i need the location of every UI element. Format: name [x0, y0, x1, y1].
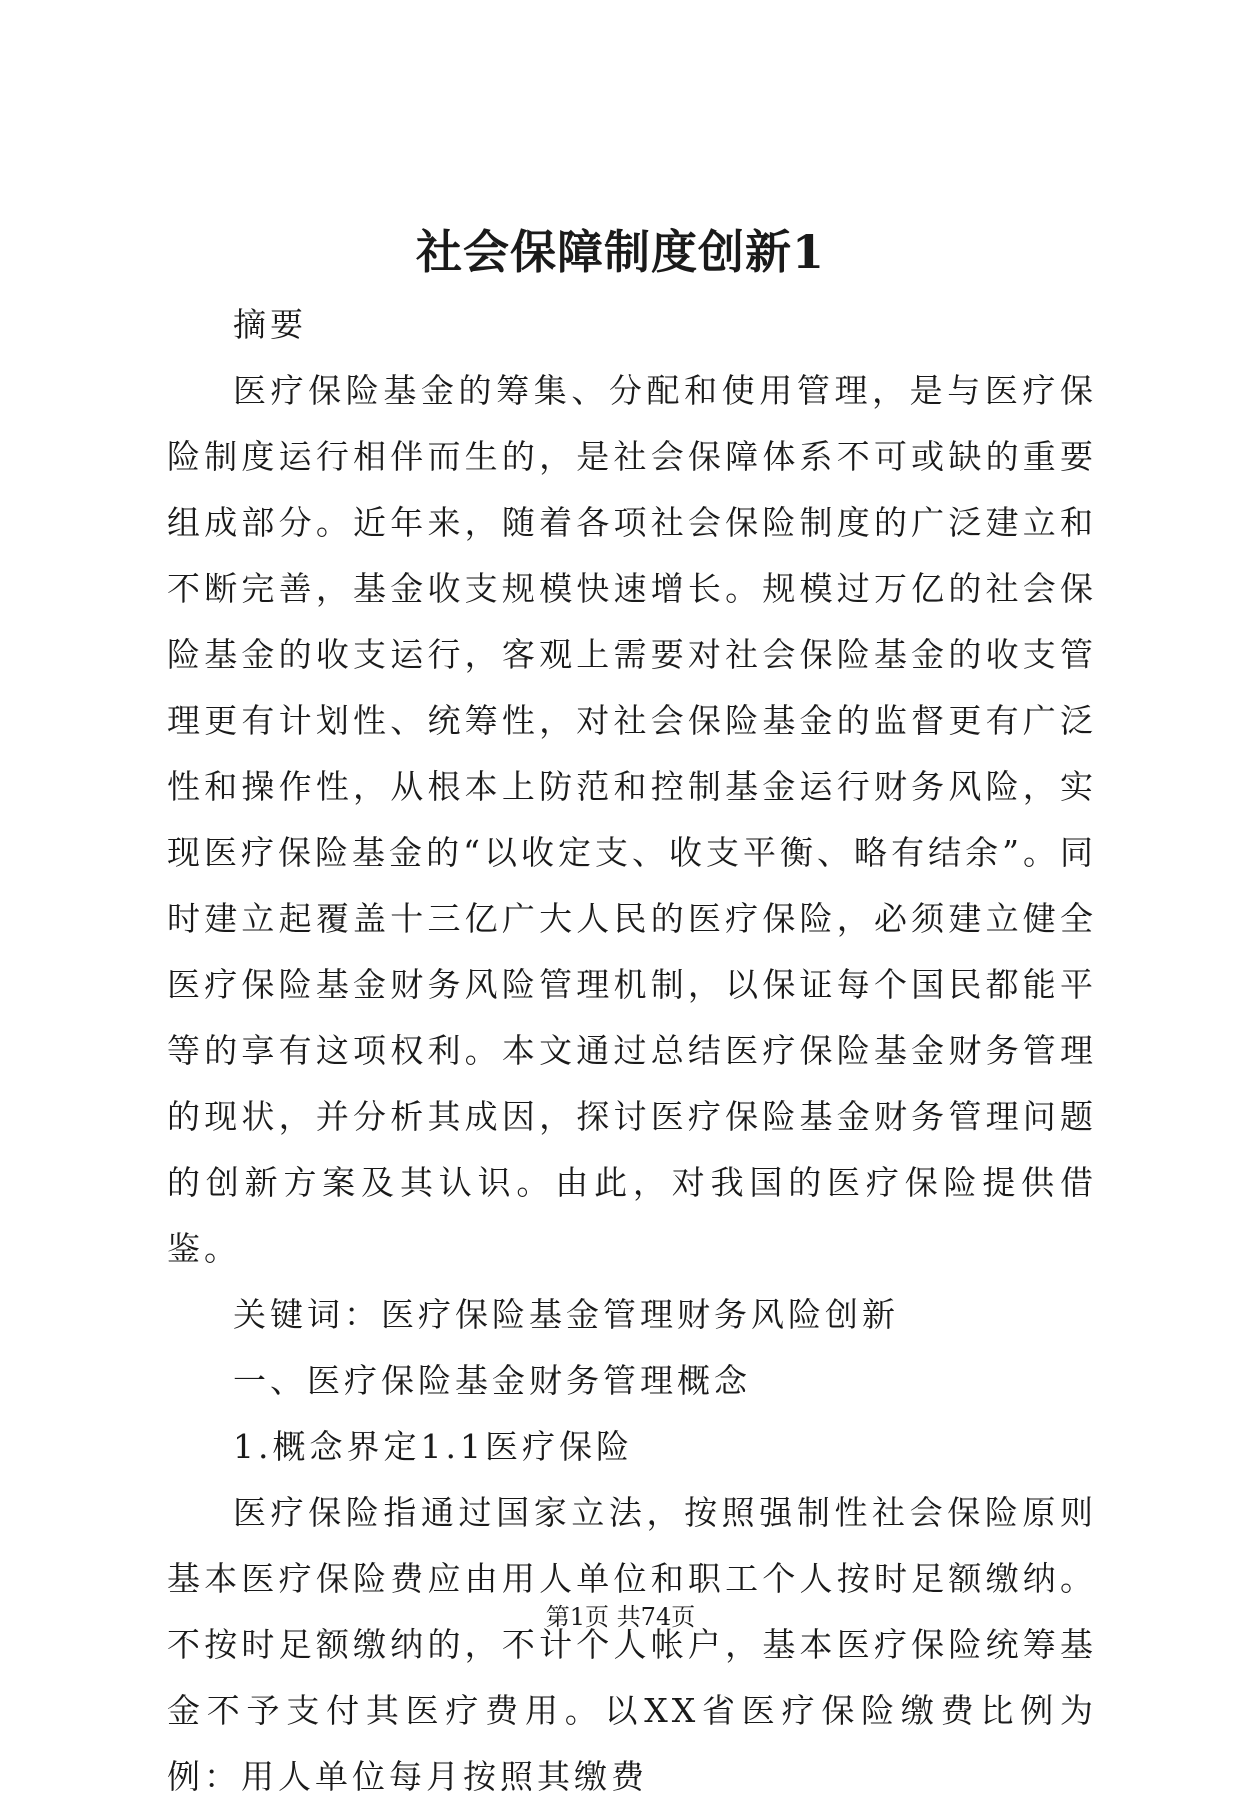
document-title: 社会保障制度创新1	[415, 225, 825, 279]
page-number-label: 第1页 共74页	[545, 1603, 696, 1631]
subsection-heading: 1.概念界定1.1医疗保险	[233, 1427, 633, 1466]
body-paragraph: 医疗保险指通过国家立法，按照强制性社会保险原则基本医疗保险费应由用人单位和职工个人按时足额缴纳。不按时足额缴纳的，不计个人帐户，基本医疗保险统筹基金不予支付其医疗费用。以XX省医疗保险缴费比例为例：用人单位每月按照其缴费	[167, 1493, 1097, 1796]
section-heading: 一、医疗保险基金财务管理概念	[233, 1361, 751, 1400]
abstract-heading: 摘要	[233, 305, 307, 344]
abstract-paragraph: 医疗保险基金的筹集、分配和使用管理，是与医疗保险制度运行相伴而生的，是社会保障体系不可或缺的重要组成部分。近年来，随着各项社会保险制度的广泛建立和不断完善，基金收支规模快速增长。规模过万亿的社会保险基金的收支运行，客观上需要对社会保险基金的收支管理更有计划性、统筹性，对社会保险基金的监督更有广泛性和操作性，从根本上防范和控制基金运行财务风险，实现医疗保险基金的“以收定支、收支平衡、略有结余”。同时建立起覆盖十三亿广大人民的医疗保险，必须建立健全医疗保险基金财务风险管理机制，以保证每个国民都能平等的享有这项权利。本文通过总结医疗保险基金财务管理的现状，并分析其成因，探讨医疗保险基金财务管理问题的创新方案及其认识。由此，对我国的医疗保险提供借鉴。	[167, 371, 1097, 1268]
page-footer	[0, 1602, 1241, 1632]
keywords-line: 关键词：医疗保险基金管理财务风险创新	[233, 1295, 899, 1334]
document-body	[167, 292, 1097, 1810]
